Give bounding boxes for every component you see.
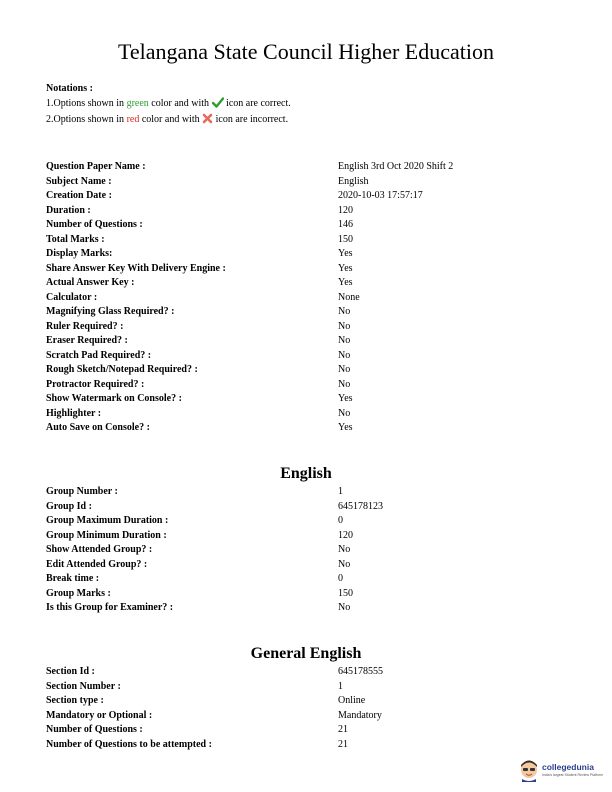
- detail-label: Magnifying Glass Required? :: [46, 306, 175, 317]
- detail-value: 21: [338, 738, 348, 750]
- detail-label: Auto Save on Console? :: [46, 422, 150, 433]
- detail-label: Group Minimum Duration :: [46, 529, 167, 541]
- detail-row: [46, 665, 566, 680]
- detail-label: Display Marks:: [46, 248, 113, 259]
- detail-row: [46, 175, 566, 190]
- notation-text: color and with: [139, 114, 203, 125]
- detail-row: [46, 160, 566, 175]
- detail-row: [46, 601, 566, 616]
- detail-value: English 3rd Oct 2020 Shift 2: [338, 161, 454, 172]
- detail-row: [46, 320, 566, 335]
- detail-row: [46, 247, 566, 262]
- detail-row: [46, 738, 566, 753]
- detail-row: [46, 334, 566, 349]
- detail-row: [46, 500, 566, 515]
- detail-label: Actual Answer Key :: [46, 277, 135, 288]
- detail-label: Group Maximum Duration :: [46, 515, 169, 526]
- cross-icon: [202, 113, 213, 130]
- detail-value: No: [338, 378, 351, 390]
- detail-row: [46, 572, 566, 587]
- detail-value: No: [338, 335, 351, 346]
- detail-value: No: [338, 349, 351, 361]
- detail-label: Number of Questions :: [46, 724, 143, 735]
- detail-value: 146: [338, 219, 353, 230]
- detail-row: [46, 349, 566, 364]
- notation-text: icon are correct.: [223, 98, 291, 109]
- detail-row: [46, 189, 566, 204]
- detail-row: [46, 291, 566, 306]
- detail-row: [46, 276, 566, 291]
- logo-tagline: India's largest Student Review Platform: [542, 773, 603, 777]
- detail-row: [46, 680, 566, 695]
- detail-label: Section Id :: [46, 666, 95, 677]
- detail-row: [46, 421, 566, 436]
- notations: [46, 82, 291, 128]
- detail-label: Is this Group for Examiner? :: [46, 602, 174, 613]
- detail-value: No: [338, 364, 351, 375]
- green-word: green: [126, 98, 149, 109]
- detail-value: No: [338, 320, 351, 332]
- detail-label: Section type :: [46, 695, 104, 706]
- detail-label: Highlighter :: [46, 407, 102, 419]
- notation-text: color and with: [148, 98, 212, 109]
- detail-row: [46, 363, 566, 378]
- detail-value: 645178555: [338, 666, 383, 677]
- detail-row: [46, 529, 566, 544]
- detail-value: Yes: [338, 393, 353, 404]
- detail-row: [46, 233, 566, 248]
- detail-label: Section Number :: [46, 680, 121, 692]
- detail-label: Creation Date :: [46, 190, 112, 201]
- detail-label: Ruler Required? :: [46, 320, 124, 332]
- detail-label: Show Watermark on Console? :: [46, 393, 182, 404]
- detail-label: Group Marks :: [46, 587, 111, 599]
- detail-value: 150: [338, 587, 353, 599]
- detail-label: Calculator :: [46, 291, 98, 303]
- detail-value: 21: [338, 724, 348, 735]
- detail-value: 0: [338, 515, 343, 526]
- detail-row: [46, 543, 566, 558]
- detail-row: [46, 262, 566, 277]
- detail-value: Mandatory: [338, 709, 382, 721]
- detail-value: Yes: [338, 248, 353, 259]
- notation-incorrect: [46, 112, 291, 128]
- detail-row: [46, 305, 566, 320]
- detail-row: [46, 392, 566, 407]
- detail-row: [46, 558, 566, 573]
- detail-value: 150: [338, 233, 353, 245]
- detail-value: No: [338, 602, 351, 613]
- detail-row: [46, 514, 566, 529]
- detail-label: Number of Questions to be attempted :: [46, 738, 212, 750]
- detail-label: Break time :: [46, 573, 100, 584]
- detail-label: Number of Questions :: [46, 219, 143, 230]
- detail-label: Group Number :: [46, 486, 118, 497]
- detail-row: [46, 709, 566, 724]
- detail-value: Yes: [338, 262, 353, 274]
- detail-value: English: [338, 175, 369, 187]
- detail-row: [46, 407, 566, 422]
- detail-value: No: [338, 306, 351, 317]
- detail-value: 1: [338, 486, 343, 497]
- detail-row: [46, 694, 566, 709]
- detail-label: Mandatory or Optional :: [46, 709, 153, 721]
- logo-brand-text: collegedunia: [542, 762, 594, 772]
- notation-text: 1.Options shown in: [46, 98, 127, 109]
- section-details: [46, 665, 566, 752]
- group-title: English: [280, 465, 332, 482]
- detail-label: Total Marks :: [46, 233, 105, 245]
- paper-details: [46, 160, 566, 436]
- detail-value: None: [338, 291, 360, 303]
- detail-label: Show Attended Group? :: [46, 544, 153, 555]
- notation-text: icon are incorrect.: [213, 114, 289, 125]
- detail-row: [46, 218, 566, 233]
- detail-value: No: [338, 407, 351, 419]
- detail-label: Protractor Required? :: [46, 378, 145, 390]
- detail-label: Duration :: [46, 204, 91, 216]
- detail-value: Yes: [338, 422, 353, 433]
- notation-text: 2.Options shown in: [46, 114, 127, 125]
- detail-row: [46, 587, 566, 602]
- detail-label: Rough Sketch/Notepad Required? :: [46, 364, 198, 375]
- detail-label: Share Answer Key With Delivery Engine :: [46, 262, 226, 274]
- red-word: red: [126, 114, 140, 125]
- detail-value: 0: [338, 573, 343, 584]
- mascot-icon: [518, 758, 540, 782]
- notations-heading: Notations :: [46, 83, 93, 94]
- detail-row: [46, 204, 566, 219]
- page-title: Telangana State Council Higher Education: [117, 39, 494, 64]
- detail-value: Online: [338, 695, 366, 706]
- section-title: General English: [250, 645, 362, 662]
- detail-value: Yes: [338, 277, 353, 288]
- detail-value: No: [338, 558, 351, 570]
- collegedunia-logo: [518, 758, 608, 784]
- detail-label: Question Paper Name :: [46, 161, 146, 172]
- detail-row: [46, 485, 566, 500]
- detail-value: 1: [338, 680, 343, 692]
- detail-value: 120: [338, 204, 353, 216]
- detail-label: Subject Name :: [46, 175, 112, 187]
- detail-label: Eraser Required? :: [46, 335, 128, 346]
- detail-label: Scratch Pad Required? :: [46, 349, 152, 361]
- detail-row: [46, 723, 566, 738]
- detail-value: No: [338, 544, 351, 555]
- detail-label: Group Id :: [46, 500, 92, 512]
- detail-value: 645178123: [338, 500, 383, 512]
- detail-label: Edit Attended Group? :: [46, 558, 148, 570]
- notation-correct: [46, 96, 291, 112]
- detail-value: 120: [338, 529, 353, 541]
- group-details: [46, 485, 566, 616]
- detail-row: [46, 378, 566, 393]
- detail-value: 2020-10-03 17:57:17: [338, 190, 423, 201]
